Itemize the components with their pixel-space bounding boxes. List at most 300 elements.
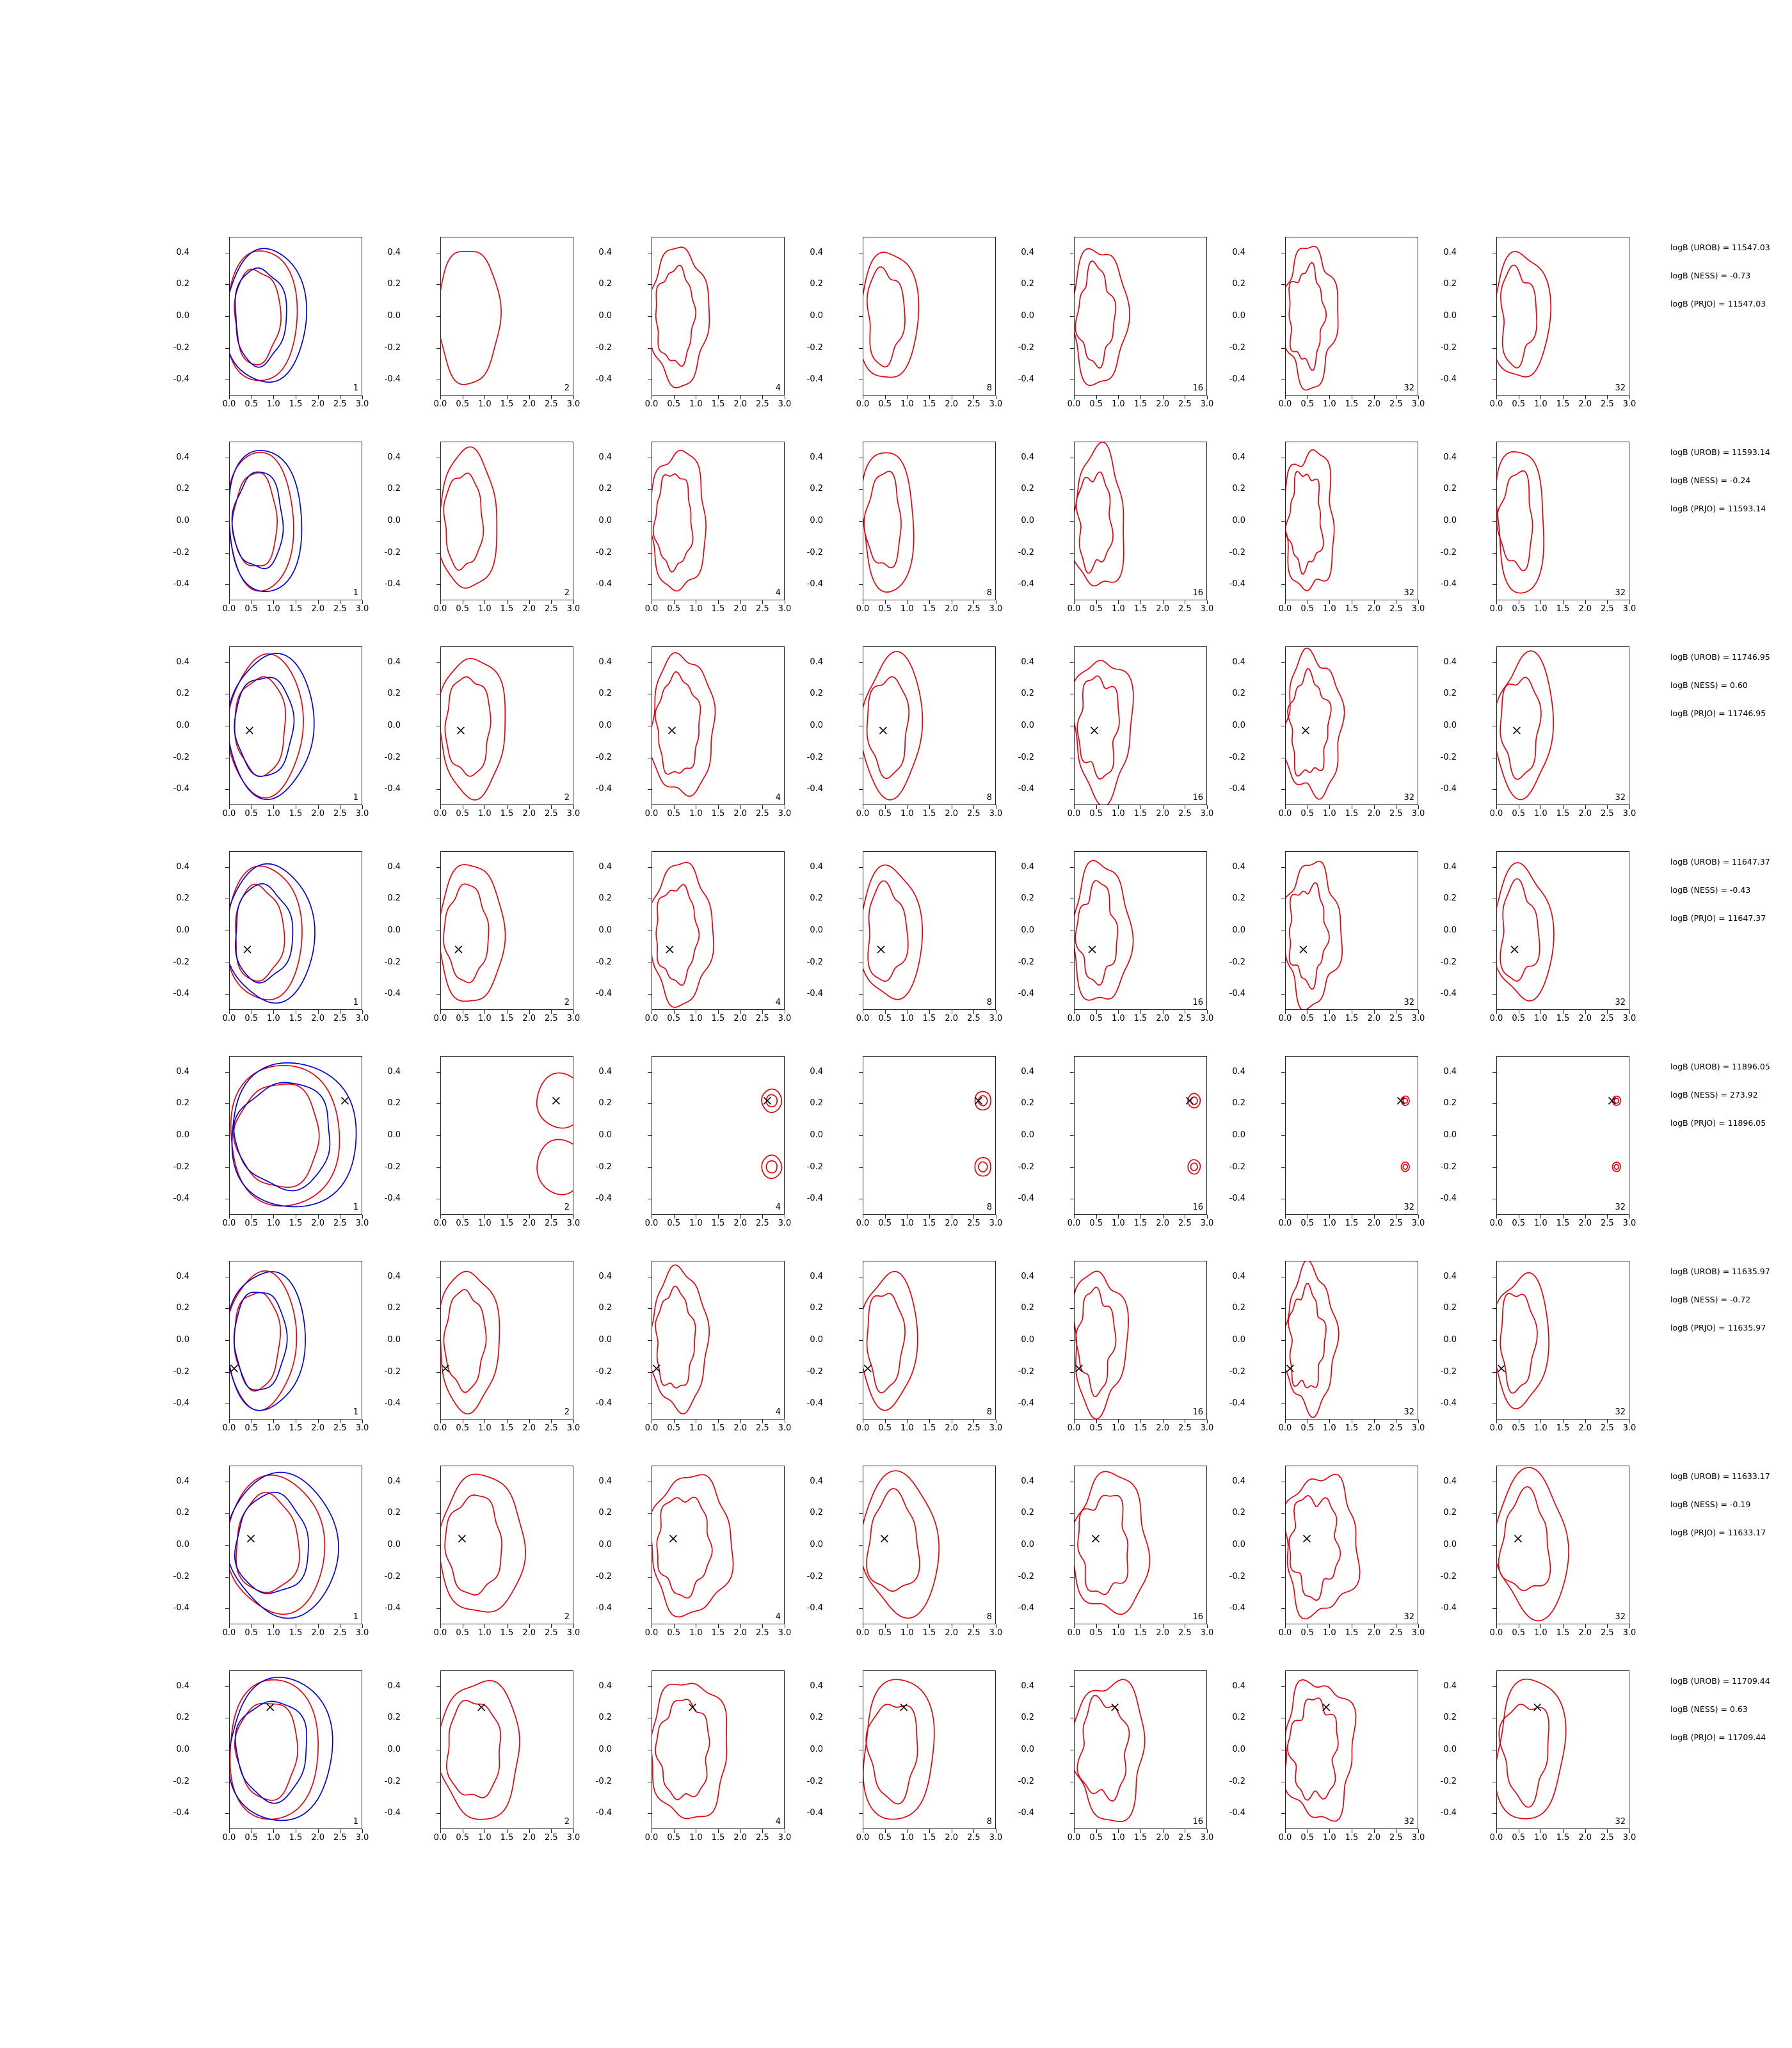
x-axis-tick-mark	[1140, 1624, 1141, 1628]
y-axis-tick-label: -0.2	[173, 752, 189, 762]
y-axis-tick-label: -0.4	[806, 579, 823, 589]
x-axis-tick-label: 0.5	[244, 604, 258, 614]
x-axis-tick-mark	[1140, 396, 1141, 399]
panel-row	[173, 237, 1770, 442]
x-axis-tick-label: 1.5	[711, 1628, 725, 1638]
panel-index-label: 32	[1404, 588, 1414, 598]
x-axis-tick-label: 2.5	[966, 1628, 980, 1638]
x-axis-tick-mark	[907, 1829, 908, 1833]
y-axis-tick-label: -0.2	[173, 1571, 189, 1581]
x-axis-tick-label: 1.5	[1133, 1833, 1148, 1843]
x-axis-tick-mark	[1418, 1829, 1419, 1833]
x-axis-tick-mark	[762, 1420, 763, 1423]
y-axis-tick-label: 0.2	[1232, 893, 1245, 904]
x-axis-tick-mark	[273, 396, 274, 399]
x-axis-tick-label: 0.0	[222, 1628, 236, 1638]
x-axis-tick-mark	[1585, 1010, 1586, 1014]
y-axis-tick-label: 0.0	[1021, 925, 1034, 935]
contour-panel	[595, 1670, 792, 1843]
panel-index-label: 1	[353, 1407, 358, 1417]
panel-index-label: 8	[986, 1407, 992, 1417]
y-axis-tick-label: 0.2	[1443, 1713, 1457, 1723]
plot-area	[652, 646, 785, 805]
contour-panel	[173, 1261, 369, 1433]
x-axis-tick-mark	[1629, 600, 1630, 604]
panel-index-label: 1	[353, 1817, 358, 1827]
annotation-line: logB (NESS) = -0.73	[1670, 271, 1751, 280]
x-axis-tick-label: 1.0	[266, 809, 280, 819]
y-axis-tick-mark	[436, 1372, 440, 1373]
y-axis-tick-mark	[1281, 1372, 1285, 1373]
y-axis-tick-label: -0.4	[1018, 579, 1034, 589]
x-axis-tick-mark	[1096, 1010, 1097, 1014]
x-axis-tick-label: 1.5	[711, 399, 725, 409]
x-axis-tick-mark	[1540, 396, 1541, 399]
annotation-line: logB (NESS) = -0.19	[1670, 1500, 1751, 1509]
y-axis-tick-mark	[225, 521, 229, 522]
x-axis-tick-label: 1.0	[900, 399, 914, 409]
y-axis-tick-label: -0.2	[1229, 752, 1245, 762]
x-axis-tick-label: 1.5	[500, 399, 514, 409]
x-axis-tick-mark	[1496, 805, 1497, 809]
x-axis-tick-mark	[529, 600, 530, 604]
y-axis-tick-mark	[225, 867, 229, 868]
x-axis-tick-mark	[1074, 805, 1075, 809]
y-axis-tick-label: -0.2	[595, 957, 612, 967]
y-axis-tick-label: -0.2	[595, 342, 612, 353]
x-axis-tick-label: 2.0	[945, 809, 958, 819]
x-axis-tick-mark	[907, 1215, 908, 1219]
x-axis-tick-mark	[762, 396, 763, 399]
x-axis-tick-mark	[551, 1420, 552, 1423]
x-axis-tick-mark	[1607, 805, 1608, 809]
contour-panel	[1440, 237, 1636, 409]
y-axis-tick-label: 0.0	[176, 721, 189, 730]
x-axis-tick-label: 0.0	[433, 1219, 447, 1228]
x-axis-tick-label: 3.0	[989, 1833, 1003, 1843]
y-axis-tick-label: 0.2	[810, 1098, 823, 1108]
x-axis-tick-label: 1.5	[1345, 399, 1359, 409]
y-axis-tick-label: 0.4	[1443, 1681, 1457, 1691]
x-axis-tick-label: 1.0	[477, 1628, 492, 1638]
x-axis-tick-mark	[1374, 396, 1375, 399]
y-axis-tick-label: 0.0	[810, 1130, 823, 1140]
y-axis-tick-mark	[225, 489, 229, 490]
y-axis-tick-label: -0.4	[1440, 1398, 1457, 1409]
x-axis-tick-mark	[1118, 1215, 1119, 1219]
x-axis-tick-label: 2.0	[1156, 1833, 1169, 1843]
x-axis-tick-label: 3.0	[989, 604, 1003, 614]
y-axis-tick-mark	[648, 994, 652, 995]
x-axis-tick-label: 2.0	[733, 1833, 747, 1843]
x-axis-tick-label: 1.0	[900, 809, 914, 819]
x-axis-tick-mark	[273, 1010, 274, 1014]
x-axis-tick-mark	[1074, 1010, 1075, 1014]
x-axis-tick-label: 1.5	[922, 1014, 936, 1023]
y-axis-tick-label: -0.4	[806, 989, 823, 999]
x-axis-tick-label: 2.0	[1156, 1628, 1169, 1638]
panel-index-label: 32	[1404, 1407, 1414, 1417]
y-axis-tick-mark	[859, 1308, 863, 1309]
y-axis-tick-mark	[1070, 348, 1074, 349]
y-axis-tick-label: -0.2	[1440, 547, 1457, 557]
x-axis-tick-label: 0.5	[878, 604, 892, 614]
y-axis-tick-label: 0.0	[810, 925, 823, 935]
x-axis-tick-mark	[1629, 1420, 1630, 1423]
y-axis-tick-mark	[859, 584, 863, 585]
x-axis-tick-label: 2.5	[755, 1219, 769, 1228]
contour-panel	[1229, 237, 1425, 409]
x-axis-tick-mark	[973, 1420, 974, 1423]
x-axis-tick-mark	[1563, 1624, 1564, 1628]
x-axis-tick-label: 1.0	[477, 1219, 492, 1228]
x-axis-tick-label: 2.5	[1389, 1833, 1403, 1843]
x-axis-tick-mark	[1118, 1829, 1119, 1833]
y-axis-tick-mark	[859, 867, 863, 868]
panel-row	[173, 851, 1770, 1056]
y-axis-tick-label: -0.4	[1229, 1194, 1245, 1204]
y-axis-tick-label: 0.4	[387, 1271, 401, 1281]
plot-area	[1496, 851, 1629, 1010]
y-axis-tick-label: -0.4	[1018, 1808, 1034, 1818]
annotation-line: logB (UROB) = 11746.95	[1670, 652, 1770, 662]
y-axis-tick-label: 0.2	[176, 893, 189, 904]
y-axis-tick-label: 0.4	[1021, 452, 1034, 462]
y-axis-tick-mark	[648, 1340, 652, 1341]
x-axis-tick-mark	[529, 1624, 530, 1628]
x-axis-tick-mark	[1163, 600, 1164, 604]
plot-area	[1496, 237, 1629, 396]
y-axis-tick-label: -0.4	[173, 579, 189, 589]
x-axis-tick-mark	[1585, 1624, 1586, 1628]
x-axis-tick-label: 2.5	[544, 399, 558, 409]
x-axis-tick-label: 0.5	[878, 1628, 892, 1638]
y-axis-tick-label: -0.4	[384, 784, 401, 794]
x-axis-tick-label: 0.0	[644, 1219, 659, 1228]
y-axis-tick-label: -0.2	[384, 342, 401, 353]
y-axis-tick-label: -0.4	[595, 579, 612, 589]
y-axis-tick-label: 0.0	[810, 1745, 823, 1754]
x-axis-tick-label: 3.0	[566, 1628, 580, 1638]
x-axis-tick-label: 1.5	[1133, 1423, 1148, 1433]
y-axis-tick-label: -0.2	[1440, 1366, 1457, 1377]
y-axis-tick-label: -0.4	[806, 374, 823, 385]
y-axis-tick-mark	[436, 1167, 440, 1168]
x-axis-tick-label: 2.0	[311, 604, 324, 614]
x-axis-tick-mark	[551, 1010, 552, 1014]
y-axis-tick-label: -0.2	[1018, 1366, 1034, 1377]
x-axis-tick-label: 3.0	[1411, 1628, 1425, 1638]
y-axis-tick-mark	[648, 1686, 652, 1687]
contour-panel	[1229, 646, 1425, 819]
x-axis-tick-label: 3.0	[1622, 1628, 1636, 1638]
y-axis-tick-mark	[859, 1686, 863, 1687]
x-axis-tick-mark	[762, 1624, 763, 1628]
y-axis-tick-label: 0.2	[1232, 484, 1245, 494]
x-axis-tick-label: 1.5	[1133, 604, 1148, 614]
y-axis-tick-mark	[1281, 1686, 1285, 1687]
x-axis-tick-label: 1.5	[1345, 1014, 1359, 1023]
x-axis-tick-label: 0.5	[456, 1423, 469, 1433]
x-axis-tick-mark	[318, 396, 319, 399]
y-axis-tick-label: 0.2	[810, 689, 823, 699]
x-axis-tick-label: 0.5	[1300, 1219, 1314, 1228]
x-axis-tick-label: 1.0	[1533, 1014, 1548, 1023]
y-axis-tick-label: 0.4	[810, 1271, 823, 1281]
x-axis-tick-label: 2.5	[544, 809, 558, 819]
plot-area	[1074, 1466, 1207, 1624]
x-axis-tick-mark	[440, 600, 441, 604]
x-axis-tick-mark	[885, 1010, 886, 1014]
x-axis-tick-label: 0.0	[1489, 604, 1503, 614]
plot-area	[440, 851, 573, 1010]
y-axis-tick-label: 0.2	[598, 279, 612, 289]
x-axis-tick-mark	[362, 1829, 363, 1833]
x-axis-tick-label: 0.0	[1278, 1014, 1292, 1023]
x-axis-tick-label: 1.5	[711, 809, 725, 819]
y-axis-tick-label: 0.4	[387, 861, 401, 872]
x-axis-tick-mark	[1118, 1010, 1119, 1014]
x-axis-tick-label: 0.0	[1067, 399, 1081, 409]
x-axis-tick-label: 1.0	[1322, 1833, 1336, 1843]
plot-area	[1074, 851, 1207, 1010]
y-axis-tick-mark	[225, 1103, 229, 1104]
x-axis-tick-mark	[740, 1010, 741, 1014]
x-axis-tick-mark	[1329, 600, 1330, 604]
x-axis-tick-label: 2.5	[1600, 1423, 1614, 1433]
y-axis-tick-label: -0.2	[806, 1776, 823, 1786]
y-axis-tick-mark	[859, 1372, 863, 1373]
y-axis-tick-mark	[648, 553, 652, 554]
annotation-line: logB (NESS) = 273.92	[1670, 1090, 1758, 1100]
x-axis-tick-label: 3.0	[355, 1423, 369, 1433]
y-axis-tick-label: 0.4	[1443, 247, 1457, 257]
y-axis-tick-mark	[859, 662, 863, 663]
x-axis-tick-mark	[1418, 396, 1419, 399]
x-axis-tick-label: 1.5	[500, 1014, 514, 1023]
x-axis-tick-label: 3.0	[1622, 399, 1636, 409]
x-axis-tick-label: 2.0	[733, 399, 747, 409]
y-axis-tick-label: 0.2	[387, 689, 401, 699]
x-axis-tick-mark	[1074, 1829, 1075, 1833]
contour-panel	[806, 237, 1003, 409]
x-axis-tick-mark	[718, 396, 719, 399]
x-axis-tick-label: 2.5	[966, 1014, 980, 1023]
x-axis-tick-mark	[885, 1829, 886, 1833]
x-axis-tick-label: 1.5	[1133, 1014, 1148, 1023]
contour-panel	[1229, 442, 1425, 614]
contour-panel	[1018, 1056, 1214, 1228]
plot-area	[1496, 1261, 1629, 1420]
x-axis-tick-label: 1.5	[922, 809, 936, 819]
y-axis-tick-mark	[436, 284, 440, 285]
x-axis-tick-mark	[440, 1420, 441, 1423]
x-axis-tick-mark	[885, 396, 886, 399]
y-axis-tick-mark	[1281, 994, 1285, 995]
x-axis-tick-mark	[1096, 1624, 1097, 1628]
x-axis-tick-label: 3.0	[355, 1833, 369, 1843]
x-axis-tick-label: 2.5	[1600, 1014, 1614, 1023]
y-axis-tick-mark	[436, 1577, 440, 1578]
x-axis-tick-mark	[1629, 396, 1630, 399]
x-axis-tick-mark	[1285, 600, 1286, 604]
x-axis-tick-mark	[1607, 1420, 1608, 1423]
x-axis-tick-mark	[929, 396, 930, 399]
y-axis-tick-mark	[436, 994, 440, 995]
y-axis-tick-label: 0.0	[1443, 1335, 1457, 1345]
x-axis-tick-label: 0.0	[433, 1833, 447, 1843]
x-axis-tick-label: 0.0	[1278, 1833, 1292, 1843]
y-axis-tick-label: -0.2	[806, 752, 823, 762]
y-axis-tick-label: 0.2	[387, 279, 401, 289]
x-axis-tick-mark	[573, 600, 574, 604]
x-axis-tick-label: 2.0	[1367, 604, 1380, 614]
x-axis-tick-label: 2.5	[1389, 604, 1403, 614]
x-axis-tick-mark	[1140, 600, 1141, 604]
x-axis-tick-label: 1.5	[922, 1219, 936, 1228]
y-axis-tick-label: 0.4	[1232, 1681, 1245, 1691]
annotation-line: logB (NESS) = -0.24	[1670, 476, 1751, 485]
x-axis-tick-label: 1.0	[1533, 1219, 1548, 1228]
y-axis-tick-label: -0.2	[1229, 957, 1245, 967]
y-axis-tick-label: 0.2	[1021, 1713, 1034, 1723]
contour-panel	[1229, 1466, 1425, 1638]
x-axis-tick-mark	[1074, 1420, 1075, 1423]
panel-index-label: 1	[353, 383, 358, 393]
y-axis-tick-mark	[1070, 1072, 1074, 1073]
x-axis-tick-mark	[1629, 805, 1630, 809]
y-axis-tick-label: 0.0	[1443, 1540, 1457, 1549]
x-axis-tick-label: 1.0	[1111, 1219, 1125, 1228]
x-axis-tick-label: 1.5	[1556, 1219, 1570, 1228]
plot-area	[440, 1056, 573, 1215]
x-axis-tick-label: 2.0	[1367, 399, 1380, 409]
plot-area	[652, 1261, 785, 1420]
y-axis-tick-label: -0.2	[173, 1162, 189, 1172]
x-axis-tick-label: 3.0	[1622, 1423, 1636, 1433]
y-axis-tick-label: -0.4	[384, 1603, 401, 1613]
x-axis-tick-mark	[674, 1420, 675, 1423]
y-axis-tick-mark	[225, 348, 229, 349]
x-axis-tick-label: 3.0	[355, 1014, 369, 1023]
y-axis-tick-label: -0.4	[1440, 1603, 1457, 1613]
x-axis-tick-mark	[484, 1420, 485, 1423]
x-axis-tick-label: 0.5	[667, 809, 680, 819]
y-axis-tick-mark	[648, 662, 652, 663]
y-axis-tick-label: -0.4	[806, 1603, 823, 1613]
y-axis-tick-mark	[225, 1608, 229, 1609]
y-axis-tick-label: 0.2	[1232, 279, 1245, 289]
x-axis-tick-label: 0.0	[1067, 1219, 1081, 1228]
x-axis-tick-label: 1.5	[500, 1833, 514, 1843]
panel-index-label: 16	[1192, 998, 1203, 1007]
plot-area	[863, 646, 996, 805]
x-axis-tick-label: 1.5	[289, 1219, 303, 1228]
x-axis-tick-label: 2.5	[755, 1628, 769, 1638]
y-axis-tick-mark	[1281, 1608, 1285, 1609]
x-axis-tick-label: 2.0	[1367, 1628, 1380, 1638]
x-axis-tick-mark	[1285, 396, 1286, 399]
x-axis-tick-mark	[1374, 1215, 1375, 1219]
plot-area	[1074, 1670, 1207, 1829]
contour-panel	[1229, 1670, 1425, 1843]
x-axis-tick-mark	[1096, 396, 1097, 399]
plot-area	[229, 442, 362, 600]
plot-area	[1074, 237, 1207, 396]
x-axis-tick-label: 2.0	[1578, 1219, 1592, 1228]
y-axis-tick-label: 0.2	[387, 1098, 401, 1108]
x-axis-tick-mark	[740, 1215, 741, 1219]
x-axis-tick-label: 1.0	[266, 1014, 280, 1023]
x-axis-tick-label: 2.5	[966, 1423, 980, 1433]
contour-panel	[1229, 1056, 1425, 1228]
x-axis-tick-label: 0.5	[1512, 399, 1525, 409]
y-axis-tick-label: 0.0	[1021, 1335, 1034, 1345]
x-axis-tick-mark	[1074, 600, 1075, 604]
x-axis-tick-label: 0.0	[644, 399, 659, 409]
x-axis-tick-label: 1.5	[289, 1423, 303, 1433]
panel-index-label: 2	[564, 1407, 570, 1417]
x-axis-tick-label: 3.0	[1200, 1833, 1214, 1843]
x-axis-tick-label: 3.0	[355, 399, 369, 409]
y-axis-tick-label: 0.2	[1021, 689, 1034, 699]
x-axis-tick-mark	[318, 1829, 319, 1833]
y-axis-tick-label: -0.4	[173, 1398, 189, 1409]
y-axis-tick-label: 0.0	[1232, 311, 1245, 321]
x-axis-tick-label: 1.0	[1322, 809, 1336, 819]
y-axis-tick-mark	[1492, 553, 1496, 554]
x-axis-tick-mark	[1563, 396, 1564, 399]
y-axis-tick-mark	[859, 789, 863, 790]
x-axis-tick-mark	[362, 1215, 363, 1219]
contour-panel	[806, 646, 1003, 819]
x-axis-tick-label: 1.5	[922, 1833, 936, 1843]
y-axis-tick-label: -0.2	[806, 1366, 823, 1377]
y-axis-tick-mark	[1070, 489, 1074, 490]
y-axis-tick-label: 0.2	[176, 1303, 189, 1313]
x-axis-tick-mark	[273, 1829, 274, 1833]
x-axis-tick-label: 1.5	[289, 1014, 303, 1023]
x-axis-tick-label: 1.0	[477, 809, 492, 819]
x-axis-tick-label: 0.5	[456, 399, 469, 409]
y-axis-tick-label: -0.4	[173, 784, 189, 794]
x-axis-tick-mark	[1629, 1829, 1630, 1833]
x-axis-tick-label: 2.5	[1178, 604, 1192, 614]
x-axis-tick-label: 1.5	[711, 1423, 725, 1433]
y-axis-tick-label: 0.2	[1443, 1303, 1457, 1313]
y-axis-tick-label: 0.0	[1232, 1540, 1245, 1549]
x-axis-tick-label: 2.5	[966, 399, 980, 409]
y-axis-tick-mark	[1492, 867, 1496, 868]
x-axis-tick-label: 3.0	[989, 399, 1003, 409]
x-axis-tick-label: 0.0	[1067, 604, 1081, 614]
y-axis-tick-label: -0.2	[1440, 1162, 1457, 1172]
x-axis-tick-label: 2.5	[1389, 399, 1403, 409]
panel-index-label: 32	[1404, 1817, 1414, 1827]
y-axis-tick-label: -0.2	[595, 547, 612, 557]
annotation-line: logB (UROB) = 11896.05	[1670, 1062, 1770, 1071]
x-axis-tick-label: 1.0	[1322, 1219, 1336, 1228]
y-axis-tick-label: -0.4	[173, 1808, 189, 1818]
x-axis-tick-label: 3.0	[778, 809, 792, 819]
y-axis-tick-label: -0.2	[173, 1366, 189, 1377]
x-axis-tick-label: 2.0	[311, 1014, 324, 1023]
x-axis-tick-mark	[1629, 1010, 1630, 1014]
annotation-line: logB (NESS) = 0.63	[1670, 1704, 1748, 1714]
y-axis-tick-label: -0.4	[806, 1194, 823, 1204]
x-axis-tick-label: 0.5	[244, 399, 258, 409]
y-axis-tick-mark	[1281, 1167, 1285, 1168]
